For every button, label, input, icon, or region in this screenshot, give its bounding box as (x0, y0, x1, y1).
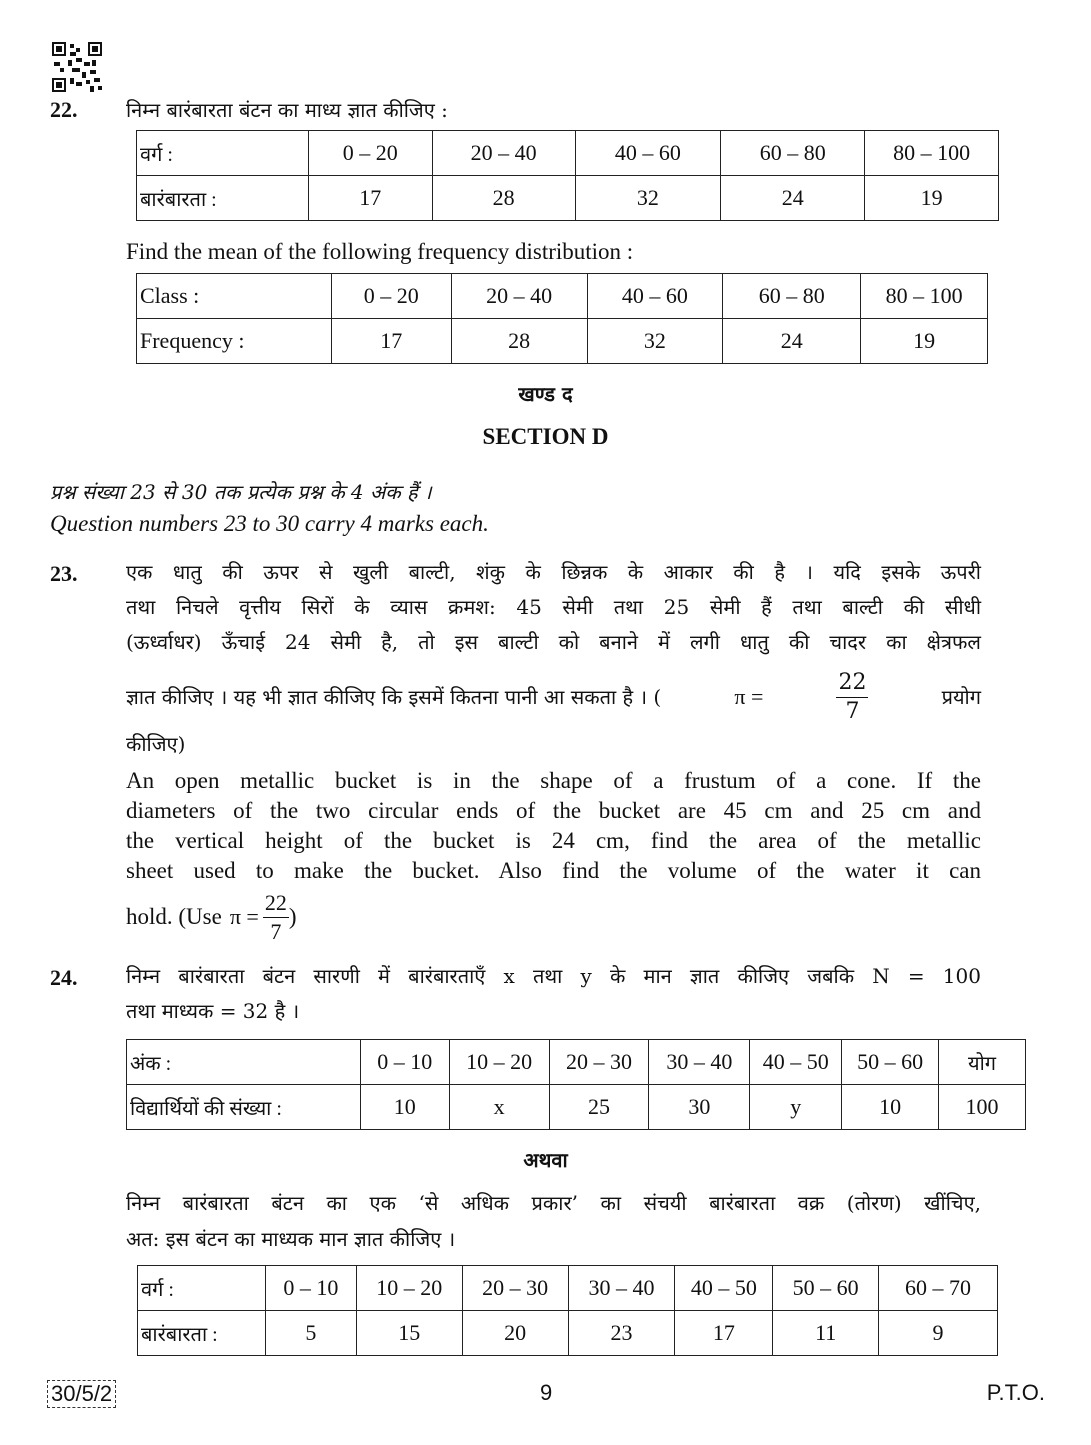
table-cell: 40 – 60 (587, 274, 723, 319)
table-cell: 28 (432, 176, 575, 221)
section-heading-hindi: खण्ड द (518, 382, 573, 406)
fraction-denominator: 7 (845, 698, 860, 724)
table-cell: बारंबारता : (137, 176, 309, 221)
table-cell: 80 – 100 (865, 131, 999, 176)
table-cell: 20 – 30 (462, 1266, 568, 1311)
table-cell: 23 (568, 1311, 675, 1356)
table-cell: 30 (649, 1085, 750, 1130)
table-cell: y (750, 1085, 842, 1130)
table-cell: 60 – 80 (723, 274, 861, 319)
table-cell: 24 (721, 176, 865, 221)
q23-hindi-line: (ऊर्ध्वाधर) ऊँचाई 24 सेमी है, तो इस बाल्टी को बनाने में लगी धातु की चादर का क्षेत्रफल (126, 630, 981, 654)
qr-code-icon (52, 42, 102, 92)
q24-or-table (137, 1265, 998, 1356)
q23-english-line (126, 885, 981, 949)
table-cell: 17 (331, 319, 451, 364)
q23-english-line: An open metallic bucket is in the shape of a frustum of a cone. If the (126, 768, 981, 793)
table-row (138, 1266, 998, 1311)
q22-english-text: Find the mean of the following frequency distribution : (126, 239, 634, 264)
question-number-24: 24. (50, 965, 78, 990)
q23-english-line: the vertical height of the bucket is 24 cm, find the area of the metallic (126, 828, 981, 853)
q24-hindi-line: निम्न बारंबारता बंटन सारणी में बारंबारताएँ x तथा y के मान ज्ञात कीजिए जबकि N = 100 (126, 964, 981, 988)
table-cell: 60 – 70 (879, 1266, 998, 1311)
table-cell: 28 (451, 319, 587, 364)
q23-hindi-line: एक धातु की ऊपर से खुली बाल्टी, शंकु के छिन्नक के आकार की है । यदि इसके ऊपरी (126, 560, 981, 584)
table-cell: 9 (879, 1311, 998, 1356)
q22-english-table (136, 273, 988, 364)
table-cell: 25 (549, 1085, 649, 1130)
table-cell: 40 – 50 (675, 1266, 773, 1311)
table-cell: 0 – 20 (308, 131, 432, 176)
fraction-numerator: 22 (263, 889, 289, 918)
fraction-numerator: 22 (836, 669, 868, 698)
table-cell: 80 – 100 (861, 274, 988, 319)
table-row (137, 319, 988, 364)
q23-hindi-line: कीजिए) (126, 732, 186, 756)
section-note-hindi: प्रश्न संख्या 23 से 30 तक प्रत्येक प्रश्न के 4 अंक हैं । (50, 480, 432, 504)
q24-hindi-line: तथा माध्यक = 32 है । (126, 999, 300, 1023)
table-cell: 100 (939, 1085, 1026, 1130)
table-cell: 17 (675, 1311, 773, 1356)
table-cell: विद्यार्थियों की संख्या : (127, 1085, 361, 1130)
table-cell: 19 (865, 176, 999, 221)
table-cell: 50 – 60 (773, 1266, 879, 1311)
table-cell: 10 – 20 (449, 1040, 549, 1085)
table-cell: 20 – 40 (451, 274, 587, 319)
table-row (137, 131, 999, 176)
fraction (263, 889, 289, 946)
q23-hindi-text: ज्ञात कीजिए । यह भी ज्ञात कीजिए कि इसमें कितना पानी आ सकता है । ( (126, 685, 662, 709)
table-cell: 20 (462, 1311, 568, 1356)
q23-english-text: hold. (Use (126, 904, 222, 929)
table-cell: 19 (861, 319, 988, 364)
fraction-denominator: 7 (270, 918, 282, 944)
table-cell: 10 (360, 1085, 449, 1130)
table-cell: वर्ग : (137, 131, 309, 176)
table-cell: 20 – 30 (549, 1040, 649, 1085)
table-cell: 0 – 20 (331, 274, 451, 319)
q23-hindi-text: प्रयोग (941, 685, 981, 709)
q23-hindi-line: तथा निचले वृत्तीय सिरों के व्यास क्रमश: 45 सेमी तथा 25 सेमी हैं तथा बाल्टी की सीधी (126, 595, 981, 619)
question-number-22: 22. (50, 97, 78, 122)
paper-code: 30/5/2 (47, 1380, 116, 1408)
table-cell: 40 – 60 (575, 131, 721, 176)
table-cell: योग (939, 1040, 1026, 1085)
pi-symbol: π = (734, 684, 764, 709)
table-cell: वर्ग : (138, 1266, 266, 1311)
table-cell: 5 (265, 1311, 356, 1356)
table-cell: 32 (587, 319, 723, 364)
q22-hindi-text: निम्न बारंबारता बंटन का माध्य ज्ञात कीजिए : (126, 98, 448, 122)
table-cell: 10 (842, 1085, 939, 1130)
table-cell: Frequency : (137, 319, 332, 364)
pi-symbol: π = (229, 904, 259, 929)
q23-english-line: sheet used to make the bucket. Also find the volume of the water it can (126, 858, 981, 883)
table-cell: 30 – 40 (649, 1040, 750, 1085)
fraction (836, 669, 868, 726)
table-cell: 0 – 10 (265, 1266, 356, 1311)
q24-table (126, 1039, 1026, 1130)
page-number: 9 (540, 1380, 553, 1405)
table-row (138, 1311, 998, 1356)
q23-hindi-line (126, 665, 981, 729)
table-cell: 60 – 80 (721, 131, 865, 176)
table-cell: अंक : (127, 1040, 361, 1085)
table-cell: 11 (773, 1311, 879, 1356)
table-cell: x (449, 1085, 549, 1130)
table-cell: 0 – 10 (360, 1040, 449, 1085)
or-heading: अथवा (523, 1148, 568, 1172)
section-heading-english: SECTION D (482, 424, 609, 449)
closing-paren: ) (288, 904, 297, 929)
table-row (137, 274, 988, 319)
table-cell: 50 – 60 (842, 1040, 939, 1085)
table-row (127, 1040, 1026, 1085)
table-cell: 30 – 40 (568, 1266, 675, 1311)
q22-hindi-table (136, 130, 999, 221)
table-cell: 17 (308, 176, 432, 221)
table-cell: 32 (575, 176, 721, 221)
table-row (137, 176, 999, 221)
q24-or-line: निम्न बारंबारता बंटन का एक ‘से अधिक प्रकार’ का संचयी बारंबारता वक्र (तोरण) खींचिए, (126, 1191, 981, 1215)
q24-or-line: अत: इस बंटन का माध्यक मान ज्ञात कीजिए । (126, 1227, 456, 1251)
table-row (127, 1085, 1026, 1130)
question-number-23: 23. (50, 561, 78, 586)
table-cell: 10 – 20 (356, 1266, 462, 1311)
section-note-english: Question numbers 23 to 30 carry 4 marks each. (50, 511, 489, 536)
table-cell: 24 (723, 319, 861, 364)
table-cell: 20 – 40 (432, 131, 575, 176)
table-cell: 15 (356, 1311, 462, 1356)
table-cell: 40 – 50 (750, 1040, 842, 1085)
q23-english-line: diameters of the two circular ends of the bucket are 45 cm and 25 cm and (126, 798, 981, 823)
pto-label: P.T.O. (986, 1380, 1045, 1405)
table-cell: Class : (137, 274, 332, 319)
table-cell: बारंबारता : (138, 1311, 266, 1356)
